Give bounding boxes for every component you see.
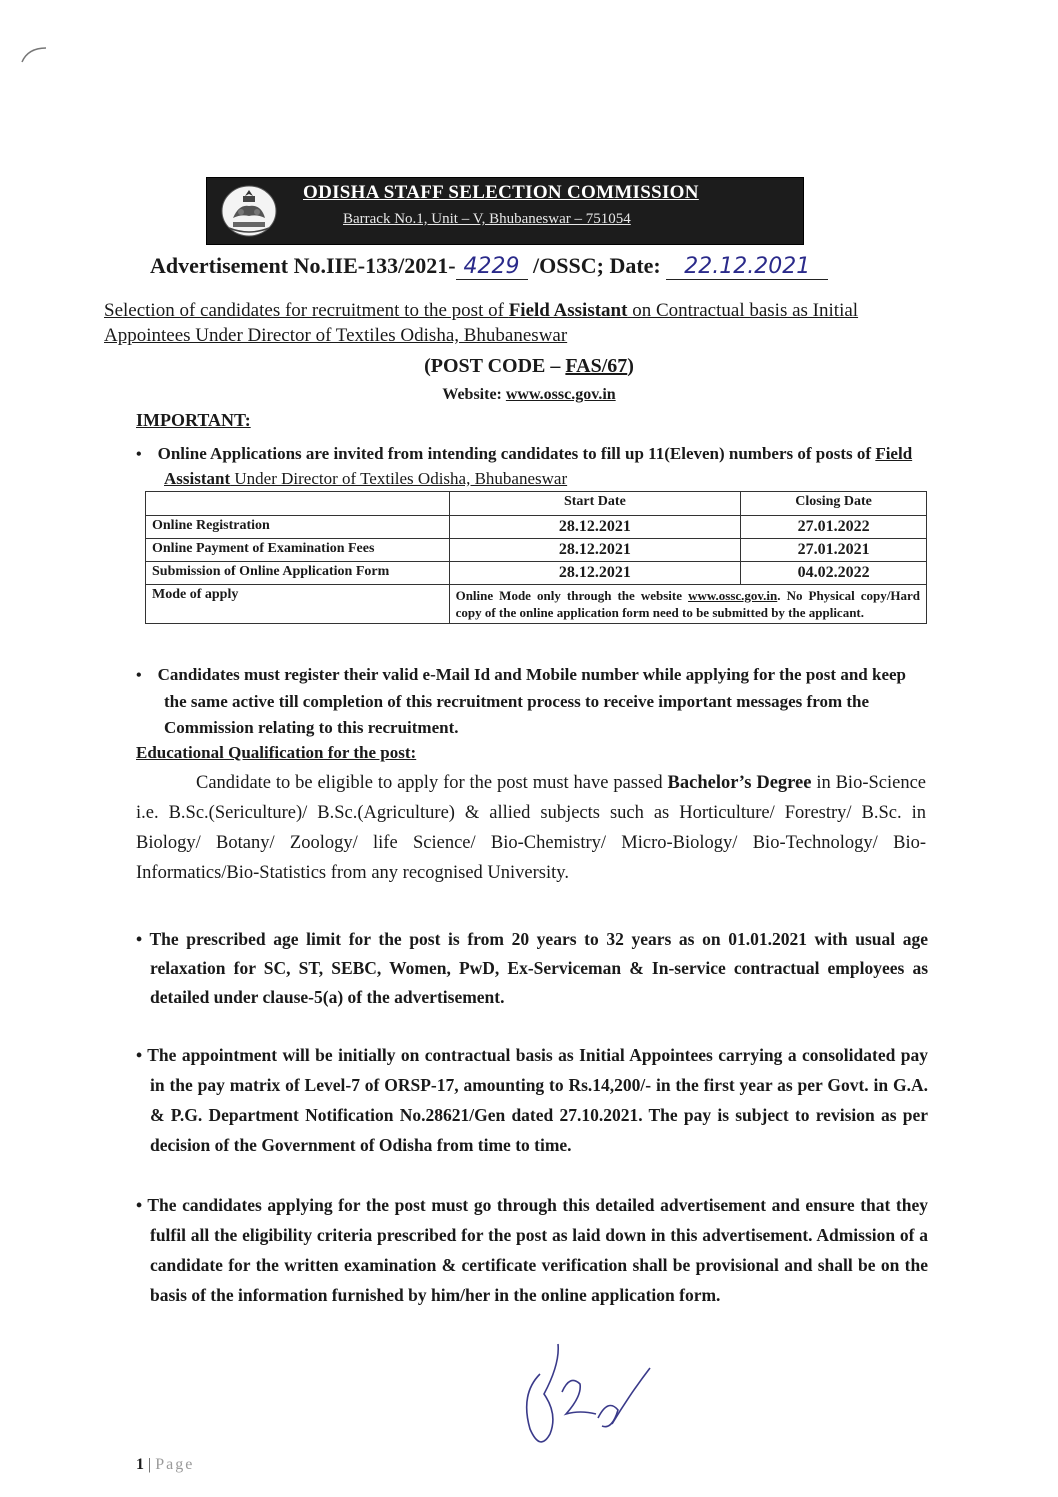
mode-text-pre: Online Mode only through the website: [455, 588, 689, 603]
advertisement-middle: /OSSC; Date:: [527, 253, 667, 278]
advertisement-prefix: Advertisement No.IIE-133/2021-: [150, 253, 456, 278]
website-link[interactable]: www.ossc.gov.in: [505, 386, 616, 403]
subtitle-text-post: on Contractual basis as Initial Appointees Under Director of Textiles Odisha, Bhubaneswar: [104, 300, 859, 346]
education-text-post: in Bio-Science i.e. B.Sc.(Sericulture)/ B.Sc.(Agriculture) & allied subjects such as Horticulture/ Forestry/ B.Sc. in Biology/ Botany/ Zoology/ life Science/ Bio-Chemistry/ Micro-Biology/ Bio-Technology/ Bio-Informatics/Bio-Statistics from any recognised University.: [136, 773, 927, 883]
table-header-cell: Closing Date: [741, 492, 927, 516]
page-word: Page: [155, 1456, 195, 1473]
start-date: 28.12.2021: [449, 562, 741, 585]
bullet2-text: Candidates must register their valid e-Mail Id and Mobile number while applying for the post and keep the same active till completion of this recruitment process to receive important messages from the Commission relating to this recruitment.: [157, 665, 906, 737]
bullet-appointment: [136, 1040, 928, 1160]
letterhead: [206, 177, 804, 245]
subtitle-text-pre: Selection of candidates for recruitment to the post of: [104, 300, 509, 321]
bullet-age-limit: [136, 925, 928, 1012]
closing-date: 27.01.2022: [741, 516, 927, 539]
organization-address: Barrack No.1, Unit – V, Bhubaneswar – 751054: [343, 211, 631, 227]
bullet-eligibility: [136, 1190, 928, 1310]
website-line: [0, 386, 1058, 404]
education-degree: Bachelor’s Degree: [667, 773, 812, 793]
row-label: Online Registration: [146, 516, 450, 539]
schedule-table: [145, 491, 927, 624]
scan-corner-mark: [20, 44, 50, 64]
bullet-icon: •: [136, 1195, 148, 1215]
education-paragraph: [136, 768, 926, 888]
table-row: [146, 585, 927, 624]
bullet-register-email: [136, 662, 932, 741]
signature-icon: [500, 1334, 670, 1464]
row-label: Mode of apply: [146, 585, 450, 624]
bullet-icon: •: [136, 667, 158, 684]
page-footer: [136, 1456, 194, 1474]
education-heading-colon: :: [410, 743, 417, 762]
important-heading: IMPORTANT:: [136, 410, 251, 430]
education-text-pre: Candidate to be eligible to apply for the post must have passed: [196, 773, 668, 793]
handwritten-number: 4229: [456, 254, 528, 280]
table-row: [146, 516, 927, 539]
table-header-cell: Start Date: [449, 492, 741, 516]
table-row: [146, 562, 927, 585]
state-emblem-icon: [219, 184, 279, 238]
page-separator: |: [144, 1456, 156, 1473]
website-label: Website:: [442, 386, 506, 403]
table-row: [146, 539, 927, 562]
row-label: Online Payment of Examination Fees: [146, 539, 450, 562]
education-heading-text: Educational Qualification for the post: [136, 743, 411, 762]
closing-date: 04.02.2022: [741, 562, 927, 585]
post-code-suffix: ): [627, 355, 634, 377]
post-code-value: FAS/67: [565, 355, 628, 377]
organization-name: ODISHA STAFF SELECTION COMMISSION: [303, 182, 699, 203]
post-code-prefix: (POST CODE –: [424, 355, 566, 377]
mode-text-post: . No Physical copy/Hard copy of the online application form need to be submitted by the applicant.: [455, 588, 920, 620]
bullet1-text: Online Applications are invited from intending candidates to fill up 11(Eleven) numbers of posts of: [157, 444, 876, 463]
advertisement-number-line: [150, 253, 828, 280]
bullet1-post-name: Field Assistant: [164, 444, 913, 488]
mode-website-link[interactable]: www.ossc.gov.in: [688, 588, 778, 603]
handwritten-date: 22.12.2021: [666, 254, 828, 280]
bullet-icon: •: [136, 446, 158, 463]
post-code: [0, 355, 1058, 378]
page-number: 1: [136, 1456, 144, 1473]
row-label: Submission of Online Application Form: [146, 562, 450, 585]
start-date: 28.12.2021: [449, 539, 741, 562]
start-date: 28.12.2021: [449, 516, 741, 539]
mode-of-apply-text: [449, 585, 926, 624]
bullet5-text: The candidates applying for the post must go through this detailed advertisement and ensure that they fulfil all the eligibility criteria prescribed for the post as laid down in this advertisement. Admission of a candidate for the written examination & certificate verification shall be provisional and shall be on the basis of the information furnished by him/her in the online application form.: [147, 1195, 928, 1305]
education-heading: [136, 743, 416, 763]
recruitment-subtitle: [104, 298, 926, 348]
bullet1-tail: Under Director of Textiles Odisha, Bhubaneswar: [230, 469, 568, 488]
bullet3-text: The prescribed age limit for the post is from 20 years to 32 years as on 01.01.2021 with usual age relaxation for SC, ST, SEBC, Women, PwD, Ex-Serviceman & In-service contractual employees as detailed under clause-5(a) of the advertisement.: [149, 929, 929, 1007]
bullet-icon: •: [136, 1045, 148, 1065]
closing-date: 27.01.2021: [741, 539, 927, 562]
table-header-cell: [146, 492, 450, 516]
bullet-online-applications: [136, 442, 926, 491]
bullet-icon: •: [136, 929, 150, 949]
bullet4-text: The appointment will be initially on contractual basis as Initial Appointees carrying a consolidated pay in the pay matrix of Level-7 of ORSP-17, amounting to Rs.14,200/- in the first year as per Govt. in G.A. & P.G. Department Notification No.28621/Gen dated 27.10.2021. The pay is subject to revision as per decision of the Government of Odisha from time to time.: [147, 1045, 928, 1155]
table-header-row: [146, 492, 927, 516]
subtitle-post-name: Field Assistant: [508, 300, 628, 321]
